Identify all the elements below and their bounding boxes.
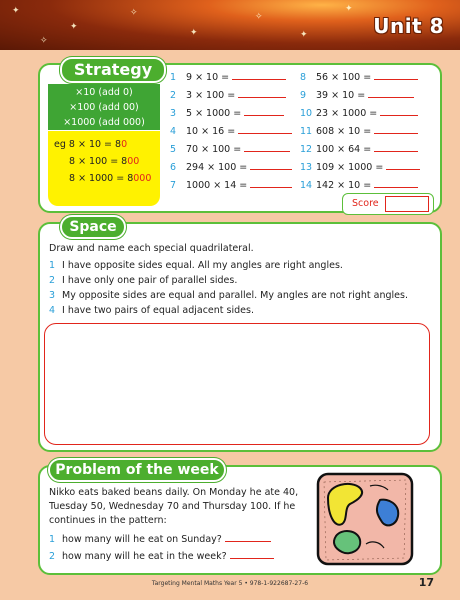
problem-text: Nikko eats baked beans daily. On Monday he ate 40, Tuesday 50, Wednesday 70 and Thursday 100. If he continues in the pattern:	[49, 487, 299, 526]
strategy-example: 8 × 100 = 800	[69, 156, 140, 167]
question-row: 14 142 × 10 =	[300, 178, 418, 194]
answer-blank[interactable]	[244, 106, 284, 116]
problem-question: 1 how many will he eat on Sunday?	[49, 532, 271, 545]
strategy-rule: ×100 (add 00)	[69, 102, 139, 113]
question-row: 5 70 × 100 =	[170, 142, 290, 158]
question-row: 10 23 × 1000 =	[300, 106, 418, 122]
sparkle-icon: ✦	[345, 4, 353, 14]
problem-question: 2 how many will he eat in the week?	[49, 549, 274, 562]
score-box	[342, 193, 434, 215]
space-item: 3 My opposite sides are equal and parallel. My angles are not right angles.	[49, 290, 408, 301]
unit-title: Unit 8	[373, 14, 444, 38]
drawing-area[interactable]	[44, 323, 430, 445]
answer-blank[interactable]	[374, 70, 418, 80]
sparkle-icon: ✦	[300, 30, 308, 40]
sparkle-icon: ✦	[70, 22, 78, 32]
answer-blank[interactable]	[238, 88, 286, 98]
strategy-examples	[48, 131, 160, 206]
problem-tab: Problem of the week	[48, 458, 226, 482]
answer-blank[interactable]	[386, 160, 420, 170]
question-row: 13 109 × 1000 =	[300, 160, 420, 176]
answer-blank[interactable]	[225, 532, 271, 542]
question-row: 3 5 × 1000 =	[170, 106, 284, 122]
strategy-rule: ×10 (add 0)	[75, 87, 133, 98]
score-label: Score	[352, 198, 379, 209]
sparkle-icon: ✦	[190, 28, 198, 38]
page-number: 17	[418, 576, 434, 589]
answer-blank[interactable]	[380, 106, 418, 116]
answer-blank[interactable]	[238, 124, 292, 134]
space-tab: Space	[60, 215, 126, 239]
answer-blank[interactable]	[244, 142, 290, 152]
sparkle-icon: ✧	[40, 36, 48, 46]
question-row: 8 56 × 100 =	[300, 70, 418, 86]
publication-footer: Targeting Mental Maths Year 5 • 978-1-922687-27-6	[151, 580, 309, 587]
space-item: 1 I have opposite sides equal. All my angles are right angles.	[49, 260, 343, 271]
space-instruction: Draw and name each special quadrilateral.	[49, 243, 254, 254]
question-row: 6 294 × 100 =	[170, 160, 292, 176]
question-row: 7 1000 × 14 =	[170, 178, 292, 194]
sparkle-icon: ✧	[255, 12, 263, 22]
question-row: 4 10 × 16 =	[170, 124, 292, 140]
strategy-tab: Strategy	[60, 57, 166, 83]
answer-blank[interactable]	[374, 178, 418, 188]
answer-blank[interactable]	[232, 70, 286, 80]
question-row: 11 608 × 10 =	[300, 124, 418, 140]
answer-blank[interactable]	[250, 178, 292, 188]
strategy-example: 8 × 1000 = 8000	[69, 173, 152, 184]
question-row: 9 39 × 10 =	[300, 88, 414, 104]
question-row: 2 3 × 100 =	[170, 88, 286, 104]
answer-blank[interactable]	[230, 549, 274, 559]
score-field[interactable]	[385, 196, 429, 212]
question-row: 1 9 × 10 =	[170, 70, 286, 86]
sparkle-icon: ✦	[12, 6, 20, 16]
question-row: 12 100 × 64 =	[300, 142, 418, 158]
space-item: 4 I have two pairs of equal adjacent sides.	[49, 305, 254, 316]
strategy-rules	[48, 84, 160, 130]
space-item: 2 I have only one pair of parallel sides.	[49, 275, 238, 286]
strategy-rule: ×1000 (add 000)	[63, 117, 145, 128]
header-banner	[0, 0, 460, 50]
sparkle-icon: ✧	[130, 8, 138, 18]
answer-blank[interactable]	[374, 124, 418, 134]
answer-blank[interactable]	[368, 88, 414, 98]
strategy-example: eg 8 × 10 = 80	[54, 139, 128, 150]
answer-blank[interactable]	[250, 160, 292, 170]
bean-plate-illustration	[314, 470, 416, 568]
answer-blank[interactable]	[374, 142, 418, 152]
